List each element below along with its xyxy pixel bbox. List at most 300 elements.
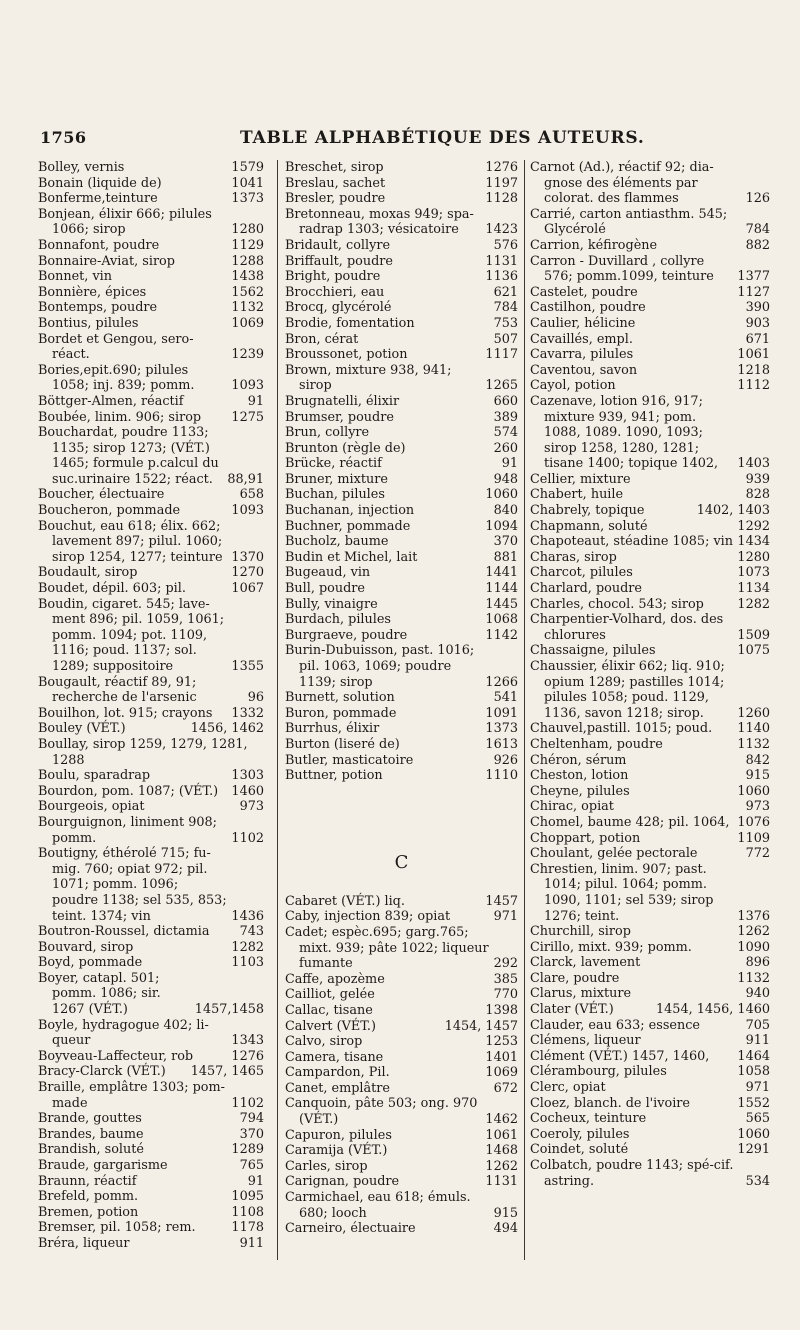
index-entry <box>285 472 518 488</box>
index-entry <box>530 332 770 348</box>
index-entry <box>285 332 518 348</box>
index-entry <box>530 753 770 769</box>
entry-text: Bougault, réactif 89, 91; recherche de l'arsenic <box>38 674 197 706</box>
entry-page-ref: 1076 <box>737 814 770 830</box>
index-entry <box>530 1018 770 1034</box>
index-entry <box>530 831 770 847</box>
entry-text: Bordet et Gengou, sero-réact. <box>38 331 194 363</box>
index-entry <box>530 300 770 316</box>
index-entry <box>285 534 518 550</box>
index-entry <box>530 363 770 379</box>
index-entry <box>530 940 770 956</box>
index-entry <box>530 846 770 862</box>
index-entry <box>530 799 770 815</box>
entry-page-ref: 1552 <box>737 1095 770 1111</box>
index-entry <box>530 503 770 519</box>
entry-text: Cayol, potion <box>530 378 616 394</box>
entry-text: Cheyne, pilules <box>530 783 630 799</box>
entry-page-ref: 915 <box>493 1205 518 1221</box>
entry-page-ref: 1140 <box>737 721 770 737</box>
index-entry <box>285 254 518 270</box>
entry-page-ref: 1108 <box>231 1204 264 1220</box>
entry-text: Castelet, poudre <box>530 284 638 300</box>
entry-text: Carrié, carton antiasthm. 545; Glycérolé <box>530 206 728 238</box>
index-entry <box>38 924 264 940</box>
entry-page-ref: 1128 <box>485 191 518 207</box>
index-entry <box>530 1111 770 1127</box>
index-entry <box>285 300 518 316</box>
entry-text: Braunn, réactif <box>38 1173 137 1189</box>
index-entry <box>38 1205 264 1221</box>
entry-page-ref: 1067 <box>231 581 264 597</box>
index-entry <box>38 1158 264 1174</box>
entry-text: Boyle, hydragogue 402; li-queur <box>38 1017 209 1049</box>
entry-text: Broussonet, potion <box>285 347 408 363</box>
entry-page-ref: 1239 <box>231 347 264 363</box>
entry-text: Clarus, mixture <box>530 986 632 1002</box>
entry-text: Coindet, soluté <box>530 1142 629 1158</box>
entry-text: Brown, mixture 938, 941; sirop <box>285 362 452 394</box>
entry-page-ref: 882 <box>745 237 770 253</box>
index-entry <box>530 207 770 238</box>
index-column-1 <box>38 160 264 1250</box>
index-entry <box>38 160 264 176</box>
index-entry <box>285 347 518 363</box>
entry-text: Buchner, pommade <box>285 518 411 534</box>
entry-page-ref: 1288 <box>231 253 264 269</box>
entry-text: Bonnet, vin <box>38 269 113 285</box>
entry-page-ref: 1132 <box>737 970 770 986</box>
index-entry <box>530 1080 770 1096</box>
index-entry <box>285 612 518 628</box>
entry-page-ref: 973 <box>239 799 264 815</box>
entry-page-ref: 784 <box>745 222 770 238</box>
entry-page-ref: 385 <box>493 971 518 987</box>
index-entry <box>530 550 770 566</box>
entry-page-ref: 940 <box>745 986 770 1002</box>
entry-page-ref: 772 <box>745 846 770 862</box>
index-entry <box>530 581 770 597</box>
entry-text: Calvert (VÉT.) <box>285 1018 376 1034</box>
entry-text: Coeroly, pilules <box>530 1126 630 1142</box>
index-entry <box>285 565 518 581</box>
entry-page-ref: 1060 <box>485 487 518 503</box>
entry-text: Bontemps, poudre <box>38 300 158 316</box>
entry-page-ref: 91 <box>247 1173 264 1189</box>
entry-page-ref: 1061 <box>737 347 770 363</box>
entry-page-ref: 1060 <box>737 1126 770 1142</box>
entry-text: Boubée, linim. 906; sirop <box>38 409 202 425</box>
entry-page-ref: 1454, 1457 <box>444 1018 518 1034</box>
entry-text: Brücke, réactif <box>285 456 382 472</box>
entry-text: Buttner, potion <box>285 768 383 784</box>
entry-text: Bonjean, élixir 666; pilules 1066; sirop <box>38 206 212 238</box>
index-entry <box>285 550 518 566</box>
entry-page-ref: 1060 <box>737 783 770 799</box>
index-entry <box>530 519 770 535</box>
entry-page-ref: 1462 <box>485 1112 518 1128</box>
index-entry <box>530 285 770 301</box>
entry-text: Burton (liseré de) <box>285 736 400 752</box>
entry-text: Clarck, lavement <box>530 955 641 971</box>
entry-text: Burgraeve, poudre <box>285 627 408 643</box>
entry-page-ref: 1275 <box>231 409 264 425</box>
entry-page-ref: 1398 <box>485 1002 518 1018</box>
index-entry <box>530 534 770 550</box>
entry-text: Capuron, pilules <box>285 1127 392 1143</box>
entry-page-ref: 1091 <box>485 705 518 721</box>
index-entry <box>285 1174 518 1190</box>
entry-page-ref: 1457,1458 <box>194 1002 264 1018</box>
entry-text: Carnot (Ad.), réactif 92; dia-gnose des éléments par colorat. des flammes <box>530 160 714 207</box>
entry-page-ref: 1058 <box>737 1064 770 1080</box>
entry-text: Cavaillés, empl. <box>530 331 633 347</box>
index-entry <box>38 1018 264 1049</box>
entry-page-ref: 840 <box>493 503 518 519</box>
index-entry <box>38 706 264 722</box>
entry-text: Bourgeois, opiat <box>38 799 145 815</box>
index-entry <box>285 207 518 238</box>
entry-page-ref: 1117 <box>485 347 518 363</box>
entry-text: Boutron-Roussel, dictamia <box>38 924 210 940</box>
entry-page-ref: 260 <box>493 440 518 456</box>
entry-page-ref: 1131 <box>485 1174 518 1190</box>
entry-text: Cirillo, mixt. 939; pomm. <box>530 939 692 955</box>
entry-page-ref: 507 <box>493 331 518 347</box>
entry-text: Churchill, sirop <box>530 924 631 940</box>
entry-page-ref: 1265 <box>485 378 518 394</box>
entry-page-ref: 574 <box>493 425 518 441</box>
entry-page-ref: 1061 <box>485 1127 518 1143</box>
index-entry <box>38 1142 264 1158</box>
entry-text: Carles, sirop <box>285 1158 368 1174</box>
index-entry <box>285 1065 518 1081</box>
index-entry <box>285 768 518 784</box>
entry-page-ref: 1468 <box>485 1143 518 1159</box>
entry-text: Clémens, liqueur <box>530 1033 641 1049</box>
entry-page-ref: 1131 <box>485 253 518 269</box>
entry-text: Boucheron, pommade <box>38 503 181 519</box>
entry-text: Bron, cérat <box>285 331 359 347</box>
entry-page-ref: 1438 <box>231 269 264 285</box>
entry-text: Bresler, poudre <box>285 191 386 207</box>
index-entry <box>530 924 770 940</box>
entry-page-ref: 1355 <box>231 659 264 674</box>
index-entry <box>530 254 770 285</box>
entry-text: Brun, collyre <box>285 425 370 441</box>
entry-page-ref: 1093 <box>231 503 264 519</box>
index-column-2 <box>285 160 518 1250</box>
entry-text: Chaussier, élixir 662; liq. 910; opium 1289; pastilles 1014; pilules 1058; poud. 1129, 1136, savon 1218; sirop. <box>530 659 725 721</box>
entry-text: Bugeaud, vin <box>285 565 371 581</box>
entry-text: Chabert, huile <box>530 487 624 503</box>
entry-text: Braude, gargarisme <box>38 1158 168 1173</box>
entry-page-ref: 1457, 1465 <box>190 1064 264 1080</box>
entry-text: Colbatch, poudre 1143; spé-cif. astring. <box>530 1158 734 1189</box>
entry-text: Bretonneau, moxas 949; spa-radrap 1303; vésicatoire <box>285 206 474 238</box>
entry-text: Bonnière, épices <box>38 284 147 300</box>
entry-text: Braille, emplâtre 1303; pom-made <box>38 1080 225 1111</box>
entry-text: Bremen, potion <box>38 1204 139 1220</box>
index-entry <box>530 565 770 581</box>
entry-page-ref: 370 <box>239 1126 264 1142</box>
entry-text: Bouley (VÉT.) <box>38 721 126 737</box>
entry-text: Charlard, poudre <box>530 581 642 597</box>
index-entry <box>38 1127 264 1143</box>
entry-text: Brumser, poudre <box>285 409 394 425</box>
entry-page-ref: 1423 <box>485 222 518 238</box>
index-entry <box>285 425 518 441</box>
index-entry <box>285 176 518 192</box>
index-entry <box>38 269 264 285</box>
index-entry <box>38 300 264 316</box>
entry-page-ref: 1142 <box>485 627 518 643</box>
index-entry <box>38 1111 264 1127</box>
entry-page-ref: 915 <box>745 768 770 784</box>
index-entry <box>530 721 770 737</box>
entry-text: Bridault, collyre <box>285 237 391 253</box>
entry-text: Carmichael, eau 618; émuls. 680; looch <box>285 1190 471 1221</box>
entry-text: Boudin, cigaret. 545; lave-ment 896; pil. 1059, 1061; pomm. 1094; pot. 1109, 1116; poud. 1137; sol. 1289; suppositoire <box>38 596 225 674</box>
entry-page-ref: 828 <box>745 487 770 503</box>
index-entry <box>530 815 770 831</box>
page-header <box>0 128 800 152</box>
entry-text: Bouchardat, poudre 1133; 1135; sirop 1273; (VÉT.) 1465; formule p.calcul du suc.urinaire 1522; réact. <box>38 425 219 487</box>
index-entry <box>285 363 518 394</box>
index-entry <box>285 394 518 410</box>
entry-text: Chabrely, topique <box>530 503 645 519</box>
index-entry <box>530 487 770 503</box>
index-entry <box>530 1033 770 1049</box>
entry-page-ref: 1094 <box>485 518 518 534</box>
entry-page-ref: 784 <box>493 300 518 316</box>
entry-text: Bouchut, eau 618; élix. 662; lavement 897; pilul. 1060; sirop 1254, 1277; teinture <box>38 518 223 565</box>
index-entry <box>285 894 518 910</box>
entry-page-ref: 1068 <box>485 612 518 628</box>
index-entry <box>530 1142 770 1158</box>
entry-text: Boucher, électuaire <box>38 487 165 503</box>
entry-page-ref: 1041 <box>231 175 264 191</box>
index-entry <box>38 846 264 924</box>
entry-page-ref: 1464 <box>737 1048 770 1064</box>
entry-text: Budin et Michel, lait <box>285 549 418 565</box>
entry-text: Bories,epit.690; pilules 1058; inj. 839; pomm. <box>38 362 195 394</box>
entry-text: Choppart, potion <box>530 830 641 846</box>
index-entry <box>285 1096 518 1127</box>
entry-page-ref: 1075 <box>737 643 770 659</box>
entry-page-ref: 794 <box>239 1111 264 1127</box>
entry-page-ref: 971 <box>493 909 518 925</box>
column-divider <box>277 160 278 1260</box>
entry-text: Brodie, fomentation <box>285 315 415 331</box>
entry-text: Bourguignon, liniment 908; pomm. <box>38 814 217 846</box>
entry-page-ref: 1095 <box>231 1189 264 1205</box>
entry-text: Brunton (règle de) <box>285 440 406 456</box>
entry-page-ref: 1454, 1456, 1460 <box>656 1002 770 1018</box>
page-title: TABLE ALPHABÉTIQUE DES AUTEURS. <box>240 128 645 148</box>
entry-page-ref: 1253 <box>485 1034 518 1050</box>
index-entry <box>38 721 264 737</box>
entry-text: Charas, sirop <box>530 549 617 565</box>
index-entry <box>285 316 518 332</box>
entry-text: Chéron, sérum <box>530 752 627 768</box>
entry-page-ref: 1280 <box>737 549 770 565</box>
entry-text: Bonnafont, poudre <box>38 237 160 253</box>
entry-text: Cailliot, gelée <box>285 987 375 1003</box>
index-entry <box>38 363 264 394</box>
entry-page-ref: 660 <box>493 393 518 409</box>
index-entry <box>285 519 518 535</box>
index-entry <box>530 1064 770 1080</box>
index-entry <box>285 597 518 613</box>
entry-page-ref: 1401 <box>485 1049 518 1065</box>
index-entry <box>38 971 264 1018</box>
index-entry <box>530 238 770 254</box>
entry-page-ref: 1110 <box>485 768 518 784</box>
index-entry <box>285 1159 518 1175</box>
entry-page-ref: 753 <box>493 315 518 331</box>
entry-page-ref: 1069 <box>485 1065 518 1081</box>
entry-text: Boyveau-Laffecteur, rob <box>38 1048 194 1064</box>
entry-page-ref: 1129 <box>231 237 264 253</box>
entry-page-ref: 370 <box>493 534 518 550</box>
entry-page-ref: 1132 <box>231 300 264 316</box>
index-entry <box>530 347 770 363</box>
index-entry <box>285 1143 518 1159</box>
index-entry <box>530 378 770 394</box>
entry-text: Charles, chocol. 543; sirop <box>530 596 704 612</box>
entry-text: Clément (VÉT.) 1457, 1460, <box>530 1048 710 1064</box>
entry-text: Bucholz, baume <box>285 534 389 550</box>
entry-text: Charcot, pilules <box>530 565 633 581</box>
entry-page-ref: 1291 <box>737 1142 770 1158</box>
entry-text: Buchanan, injection <box>285 503 415 519</box>
index-entry <box>285 1221 518 1237</box>
index-entry <box>38 207 264 238</box>
index-entry <box>38 487 264 503</box>
entry-text: Bolley, vernis <box>38 160 125 175</box>
entry-page-ref: 743 <box>239 924 264 940</box>
index-entry <box>285 721 518 737</box>
entry-text: Chapoteaut, stéadine 1085; vin <box>530 534 734 550</box>
index-entry <box>530 597 770 613</box>
index-entry <box>530 1096 770 1112</box>
entry-text: Caventou, savon <box>530 362 638 378</box>
entry-text: Boutigny, éthérolé 715; fu-mig. 760; opiat 972; pil. 1071; pomm. 1096; poudre 1138; sel 535, 853; teint. 1374; vin <box>38 846 227 924</box>
entry-text: Clerc, opiat <box>530 1080 606 1096</box>
index-entry <box>38 176 264 192</box>
entry-page-ref: 1127 <box>737 284 770 300</box>
entry-page-ref: 1613 <box>485 736 518 752</box>
entry-page-ref: 1332 <box>231 705 264 721</box>
index-entry <box>285 909 518 925</box>
index-entry <box>530 659 770 721</box>
entry-text: Cocheux, teinture <box>530 1111 647 1127</box>
entry-page-ref: 671 <box>745 331 770 347</box>
entry-text: Breslau, sachet <box>285 175 386 191</box>
entry-text: Bully, vinaigre <box>285 596 378 612</box>
index-entry <box>530 1002 770 1018</box>
entry-page-ref: 926 <box>493 752 518 768</box>
index-entry <box>38 1080 264 1111</box>
entry-page-ref: 1266 <box>485 674 518 690</box>
entry-text: Chauvel,pastill. 1015; poud. <box>530 721 713 737</box>
entry-page-ref: 494 <box>493 1221 518 1237</box>
entry-page-ref: 1280 <box>231 222 264 238</box>
entry-text: Canquoin, pâte 503; ong. 970 (VÉT.) <box>285 1096 478 1128</box>
index-entry <box>530 643 770 659</box>
index-entry <box>38 955 264 971</box>
entry-text: Buron, pommade <box>285 705 397 721</box>
index-entry <box>530 472 770 488</box>
entry-page-ref: 658 <box>239 487 264 503</box>
index-entry <box>530 971 770 987</box>
entry-page-ref: 1436 <box>231 908 264 924</box>
entry-page-ref: 390 <box>745 300 770 316</box>
index-entry <box>285 456 518 472</box>
entry-page-ref: 881 <box>493 549 518 565</box>
index-entry <box>285 1050 518 1066</box>
entry-text: Chrestien, linim. 907; past. 1014; pilul. 1064; pomm. 1090, 1101; sel 539; sirop 1276; teint. <box>530 861 714 924</box>
entry-page-ref: 705 <box>745 1017 770 1033</box>
index-column-3 <box>530 160 770 1250</box>
entry-page-ref: 1403 <box>737 456 770 472</box>
entry-page-ref: 126 <box>745 191 770 207</box>
entry-page-ref: 896 <box>745 955 770 971</box>
entry-text: Caramija (VÉT.) <box>285 1143 388 1159</box>
index-entry <box>38 1220 264 1236</box>
entry-page-ref: 576 <box>493 237 518 253</box>
entry-page-ref: 1090 <box>737 939 770 955</box>
entry-page-ref: 1376 <box>737 908 770 924</box>
page-number: 1756 <box>40 128 87 147</box>
entry-page-ref: 939 <box>745 471 770 487</box>
index-entry <box>285 737 518 753</box>
index-entry <box>38 784 264 800</box>
index-entry <box>38 503 264 519</box>
entry-text: Bouilhon, lot. 915; crayons <box>38 705 213 721</box>
index-entry <box>38 316 264 332</box>
entry-text: Canet, emplâtre <box>285 1080 390 1096</box>
entry-text: Brefeld, pomm. <box>38 1189 139 1205</box>
index-entry <box>530 316 770 332</box>
index-entry <box>530 612 770 643</box>
index-entry <box>285 1003 518 1019</box>
entry-text: Carignan, poudre <box>285 1174 400 1190</box>
entry-page-ref: 1112 <box>737 378 770 394</box>
index-entry <box>285 987 518 1003</box>
index-entry <box>38 815 264 846</box>
entry-text: Clérambourg, pilules <box>530 1064 667 1080</box>
entry-page-ref: 1197 <box>485 175 518 191</box>
entry-page-ref: 1260 <box>737 705 770 721</box>
entry-page-ref: 1445 <box>485 596 518 612</box>
entry-page-ref: 1377 <box>737 269 770 285</box>
entry-text: Campardon, Pil. <box>285 1065 390 1081</box>
entry-page-ref: 1282 <box>231 939 264 955</box>
entry-text: Cheston, lotion <box>530 768 629 784</box>
entry-page-ref: 1276 <box>231 1048 264 1064</box>
index-entry <box>530 1049 770 1065</box>
entry-page-ref: 91 <box>501 456 518 472</box>
entry-page-ref: 1373 <box>231 191 264 207</box>
entry-text: Chapmann, soluté <box>530 518 648 534</box>
entry-page-ref: 1102 <box>231 830 264 846</box>
entry-text: Cavarra, pilules <box>530 347 634 363</box>
entry-text: Buchan, pilules <box>285 487 385 503</box>
entry-text: Burrhus, élixir <box>285 721 380 737</box>
entry-text: Bourdon, pom. 1087; (VÉT.) <box>38 783 219 799</box>
